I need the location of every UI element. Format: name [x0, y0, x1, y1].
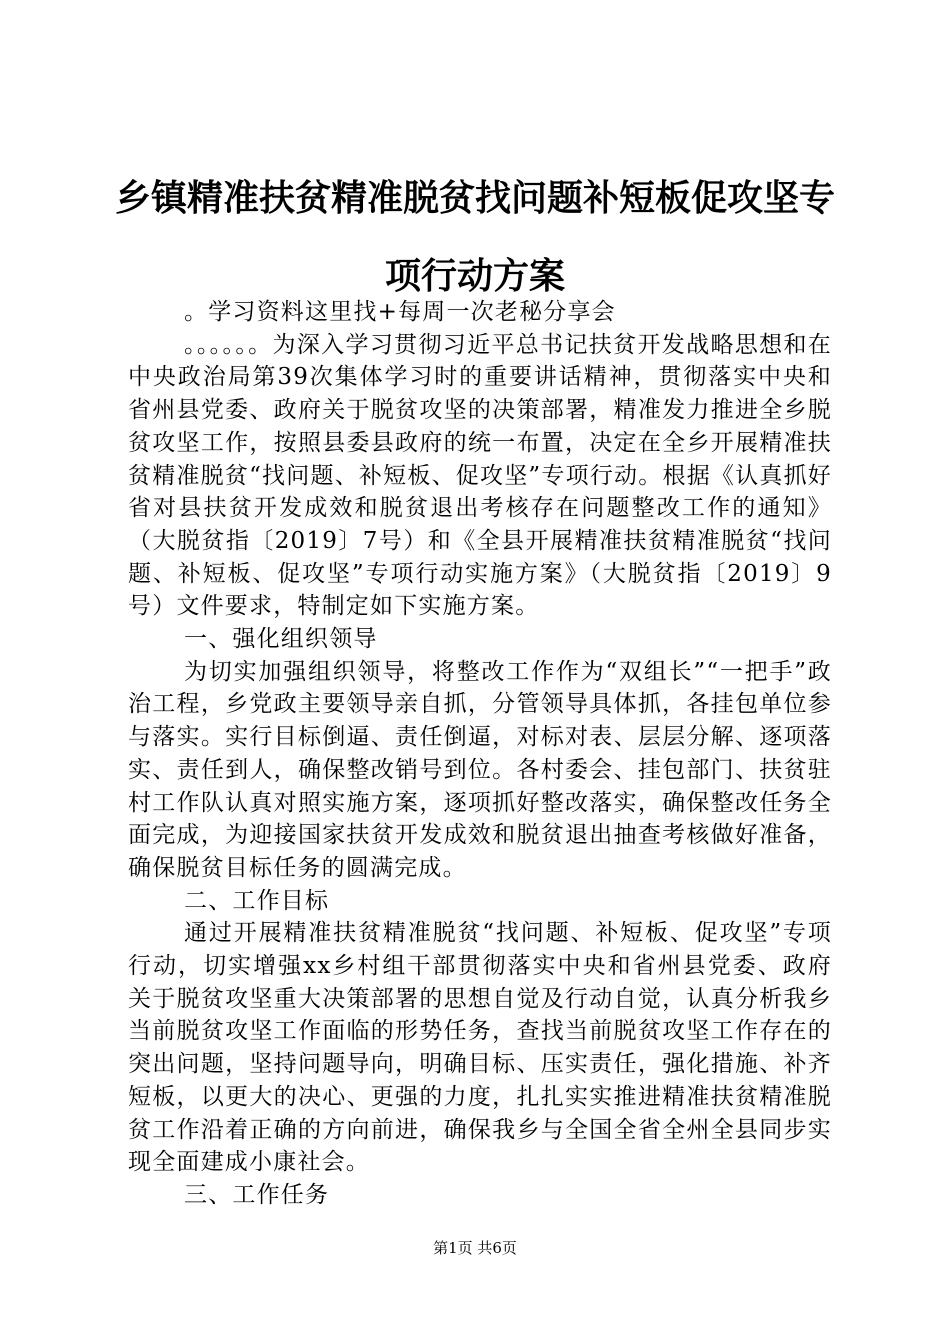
section-heading-tasks: 三、工作任务	[184, 1181, 330, 1208]
page-number-footer: 第1页 共6页	[433, 1239, 517, 1257]
organization-paragraph: 为切实加强组织领导，将整改工作作为“双组长”“一把手”政治工程，乡党政主要领导亲自抓，分管领导具体抓，各挂包单位参与落实。实行目标倒逼、责任倒逼，对标对表、层层分解、逐项落实、责任到人，确保整改销号到位。各村委会、挂包部门、扶贫驻村工作队认真对照实施方案，逐项抓好整改落实，确保整改任务全面完成，为迎接国家扶贫开发成效和脱贫退出抽查考核做好准备，确保脱贫目标任务的圆满完成。	[128, 658, 832, 881]
section-heading-goals: 二、工作目标	[184, 887, 330, 914]
section-heading-organization: 一、强化组织领导	[184, 626, 378, 653]
preamble-paragraph: 。。。。。。为深入学习贯彻习近平总书记扶贫开发战略思想和在中央政治局第39次集体学习时的重要讲话精神，贯彻落实中央和省州县党委、政府关于脱贫攻坚的决策部署，精准发力推进全乡脱贫攻坚工作，按照县委县政府的统一布置，决定在全乡开展精准扶贫精准脱贫“找问题、补短板、促攻坚”专项行动。根据《认真抓好省对县扶贫开发成效和脱贫退出考核存在问题整改工作的通知》（大脱贫指〔2019〕7号）和《全县开展精准扶贫精准脱贫“找问题、补短板、促攻坚”专项行动实施方案》（大脱贫指〔2019〕9号）文件要求，特制定如下实施方案。	[128, 331, 832, 620]
intro-note: 。学习资料这里找+每周一次老秘分享会	[184, 299, 616, 325]
document-title: 乡镇精准扶贫精准脱贫找问题补短板促攻坚专项行动方案	[114, 178, 835, 297]
document-body	[128, 296, 832, 1212]
goals-paragraph: 通过开展精准扶贫精准脱贫“找问题、补短板、促攻坚”专项行动，切实增强xx乡村组干部贯彻落实中央和省州县党委、政府关于脱贫攻坚重大决策部署的思想自觉及行动自觉，认真分析我乡当前脱贫攻坚工作面临的形势任务，查找当前脱贫攻坚工作存在的突出问题，坚持问题导向，明确目标、压实责任，强化措施、补齐短板，以更大的决心、更强的力度，扎扎实实推进精准扶贫精准脱贫工作沿着正确的方向前进，确保我乡与全国全省全州全县同步实现全面建成小康社会。	[128, 920, 832, 1176]
